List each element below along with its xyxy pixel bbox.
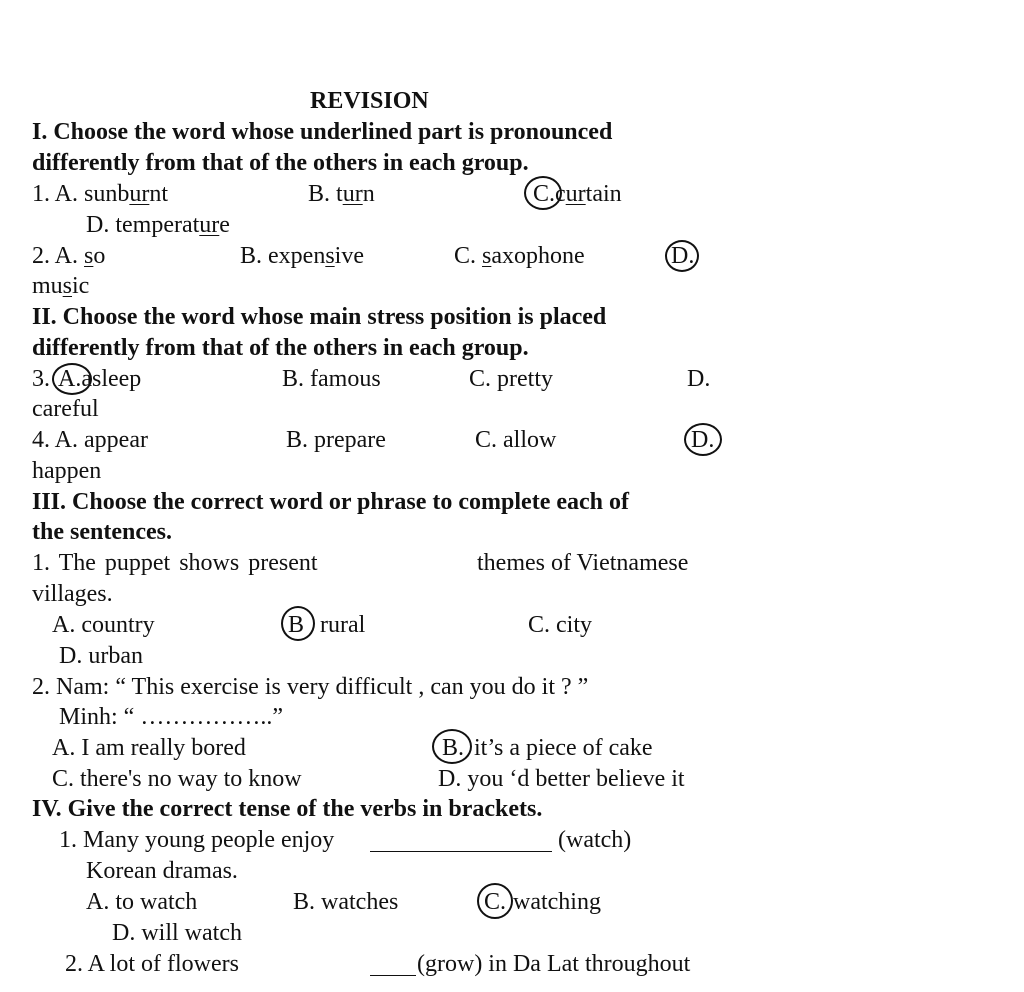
answer-circle — [52, 363, 92, 395]
section4-heading: IV. Give the correct tense of the verbs in brackets. — [32, 796, 543, 822]
answer-circle — [432, 729, 472, 764]
s3-q2-option-d: D. you ‘d better believe it — [438, 766, 685, 792]
s2-q3-number: 3. — [32, 366, 50, 392]
s3-q2-option-a: A. I am really bored — [52, 735, 246, 761]
s4-q1-option-a: A. to watch — [86, 889, 198, 915]
answer-circle — [665, 240, 699, 272]
s4-q2-blank — [370, 975, 416, 976]
answer-circle — [684, 423, 722, 456]
s2-q3-option-b: B. famous — [282, 366, 381, 392]
s1-q2-option-c: C. saxophone — [454, 243, 585, 269]
s3-q1-option-a: A. country — [52, 612, 155, 638]
s3-q1-option-b: rural — [320, 612, 366, 638]
answer-circle — [477, 883, 513, 919]
section1-heading-line1: I. Choose the word whose underlined part is pronounced — [32, 119, 613, 145]
s3-q2-line1: 2. Nam: “ This exercise is very difficult , can you do it ? ” — [32, 674, 589, 700]
s3-q1-stem-a: 1. The puppet shows present — [32, 550, 318, 576]
s1-q1-option-d: D. temperature — [86, 212, 230, 238]
s4-q1-stem: 1. Many young people enjoy — [59, 827, 335, 853]
s1-q1-option-c: C.curtain — [533, 181, 622, 207]
s4-q2-rest: (grow) in Da Lat throughout — [417, 951, 691, 977]
s2-q4-option-d: happen — [32, 458, 102, 484]
section2-heading-line1: II. Choose the word whose main stress position is placed — [32, 304, 607, 330]
s1-q2-d-label: D. — [671, 243, 695, 269]
s4-q1-verb: (watch) — [558, 827, 632, 853]
s1-q1-c-label: C. — [533, 181, 556, 207]
s2-q3-option-c: C. pretty — [469, 366, 553, 392]
s1-q1-option-a: 1. A. sunburnt — [32, 181, 169, 207]
answer-circle — [524, 176, 562, 210]
s3-q2-option-c: C. there's no way to know — [52, 766, 302, 792]
section3-heading-line2: the sentences. — [32, 519, 172, 545]
s4-q1-c-label: C. — [484, 889, 507, 915]
s3-q1-option-d: D. urban — [59, 643, 143, 669]
s3-q1-b-label: B — [288, 612, 305, 638]
s4-q1-option-c: watching — [513, 889, 601, 915]
page-title: REVISION — [310, 88, 429, 114]
s3-q1-option-c: C. city — [528, 612, 592, 638]
s1-q1-option-b: B. turn — [308, 181, 375, 207]
s3-q2-option-b: it’s a piece of cake — [474, 735, 653, 761]
s2-q4-option-b: B. prepare — [286, 427, 386, 453]
section1-heading-line2: differently from that of the others in each group. — [32, 150, 529, 176]
s2-q4-option-a: 4. A. appear — [32, 427, 148, 453]
s4-q1-blank — [370, 851, 552, 852]
s4-q1-option-b: B. watches — [293, 889, 399, 915]
s2-q4-option-c: C. allow — [475, 427, 557, 453]
s3-q1-stem-b: themes of Vietnamese — [477, 550, 689, 576]
s1-q2-option-d: music — [32, 273, 90, 299]
s4-q1-stem2: Korean dramas. — [86, 858, 238, 884]
section3-heading-line1: III. Choose the correct word or phrase to complete each of — [32, 489, 629, 515]
s4-q1-option-d: D. will watch — [112, 920, 242, 946]
s2-q3-option-d: careful — [32, 396, 99, 422]
answer-circle — [281, 606, 315, 641]
s3-q1-stem-c: villages. — [32, 581, 113, 607]
section2-heading-line2: differently from that of the others in each group. — [32, 335, 529, 361]
s1-q2-option-b: B. expensive — [240, 243, 364, 269]
s4-q2-stem: 2. A lot of flowers — [65, 951, 239, 977]
s1-q2-option-a: 2. A. so — [32, 243, 106, 269]
s3-q2-b-label: B. — [442, 735, 465, 761]
s2-q3-d-label: D. — [687, 366, 711, 392]
s3-q2-line2: Minh: “ ……………..” — [59, 704, 283, 730]
s2-q3-option-a: A.asleep — [58, 366, 142, 392]
s2-q4-d-label: D. — [691, 427, 715, 453]
